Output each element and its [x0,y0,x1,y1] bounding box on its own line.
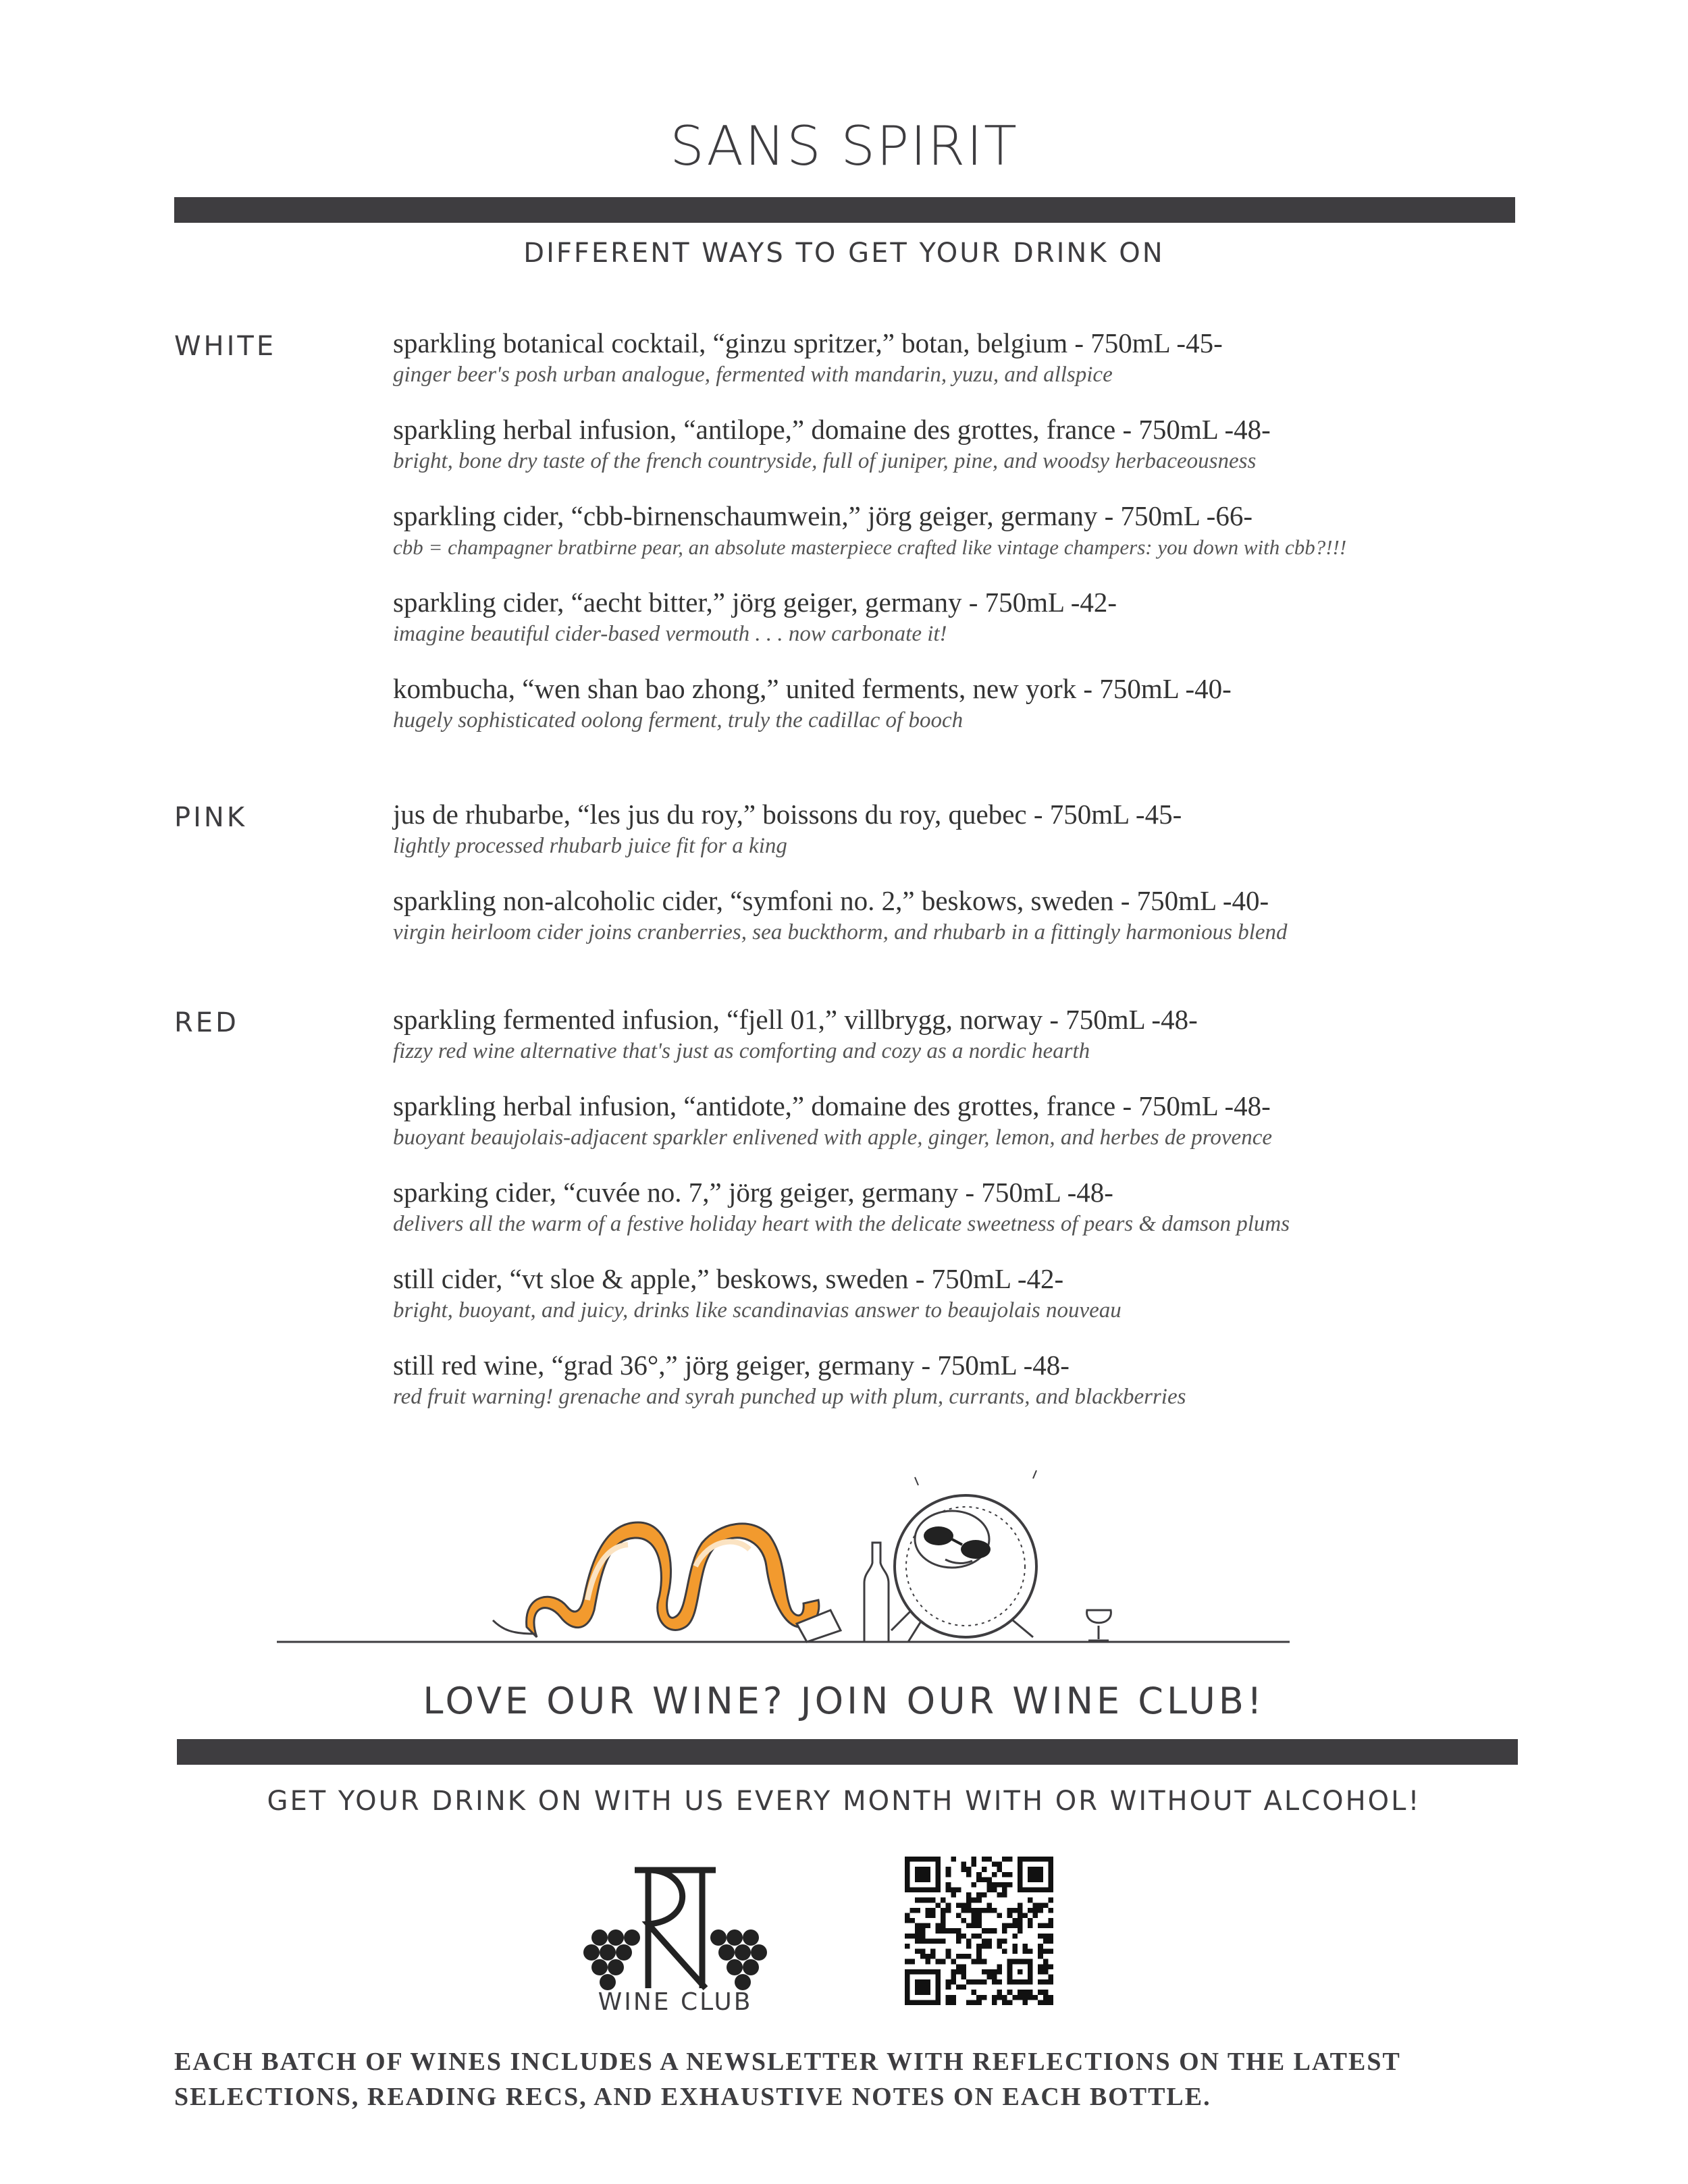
item-description: virgin heirloom cider joins cranberries, sea buckthorm, and rhubarb in a fittingly harmonious blend [393,920,1288,944]
item-name: sparkling botanical cocktail, “ginzu spritzer,” botan, belgium - 750mL -45- [393,327,1223,358]
orange-peel-icon [527,1522,819,1637]
item-name: sparkling non-alcoholic cider, “symfoni no. 2,” beskows, sweden - 750mL -40- [393,885,1269,916]
grapes-right-icon [710,1929,767,1990]
menu-item [393,1175,1662,1238]
menu-item [393,1088,1662,1152]
item-name: still red wine, “grad 36°,” jörg geiger, germany - 750mL -48- [393,1350,1070,1381]
section-label-pink: PINK [174,802,248,833]
item-description: buoyant beaujolais-adjacent sparkler enlivened with apple, ginger, lemon, and herbes de provence [393,1125,1272,1150]
item-name: sparkling herbal infusion, “antidote,” domaine des grottes, france - 750mL -48- [393,1090,1271,1121]
menu-item [393,671,1662,735]
grapes-left-icon [583,1929,640,1990]
page-title: SANS SPIRIT [670,115,1018,178]
menu-item [393,585,1662,648]
menu-item [393,412,1662,475]
menu-item [393,883,1662,947]
sunglasses-left-lens [924,1526,953,1545]
item-name: still cider, “vt sloe & apple,” beskows, sweden - 750mL -42- [393,1263,1064,1294]
item-description: delivers all the warm of a festive holiday heart with the delicate sweetness of pears & damson plums [393,1212,1290,1236]
item-description: lightly processed rhubarb juice fit for a king [393,834,787,858]
section-pink-items [393,797,1662,969]
club-divider [177,1739,1518,1765]
item-name: kombucha, “wen shan bao zhong,” united ferments, new york - 750mL -40- [393,673,1232,704]
menu-item [393,325,1662,389]
item-name: sparkling cider, “cbb-birnenschaumwein,” jörg geiger, germany - 750mL -66- [393,500,1252,531]
wine-club-heading: LOVE OUR WINE? JOIN OUR WINE CLUB! [423,1680,1265,1722]
item-description: ginger beer's posh urban analogue, fermented with mandarin, yuzu, and allspice [393,363,1113,387]
page-subtitle: DIFFERENT WAYS TO GET YOUR DRINK ON [523,238,1165,269]
wine-club-footer-note: EACH BATCH OF WINES INCLUDES A NEWSLETTER WITH REFLECTIONS ON THE LATEST SELECTIONS, READING RECS, AND EXHAUSTIVE NOTES ON EACH BOTTLE. [174,2048,1401,2111]
sunglasses-right-lens [961,1540,991,1559]
header-divider [174,197,1515,223]
item-description: bright, buoyant, and juicy, drinks like scandinavias answer to beaujolais nouveau [393,1298,1122,1323]
item-name: sparking cider, “cuvée no. 7,” jörg geiger, germany - 750mL -48- [393,1177,1113,1208]
item-name: sparkling herbal infusion, “antilope,” domaine des grottes, france - 750mL -48- [393,414,1271,445]
wine-glass-icon [1087,1610,1111,1641]
item-name: jus de rhubarbe, “les jus du roy,” boissons du roy, quebec - 750mL -45- [393,799,1182,830]
section-white-items [393,325,1662,757]
menu-item [393,498,1662,562]
item-description: hugely sophisticated oolong ferment, truly the cadillac of booch [393,708,964,733]
item-description: red fruit warning! grenache and syrah punched up with plum, currants, and blackberries [393,1385,1186,1409]
item-name: sparkling cider, “aecht bitter,” jörg geiger, germany - 750mL -42- [393,587,1117,618]
item-description: bright, bone dry taste of the french countryside, full of juniper, pine, and woodsy herbaceousness [393,449,1257,473]
section-label-red: RED [174,1007,239,1038]
menu-item [393,1002,1662,1065]
wine-club-logo-text: WINE CLUB [598,1988,753,2016]
wine-bottle-icon [864,1543,889,1642]
qr-code-icon[interactable] [905,1857,1053,2005]
wine-club-subheading: GET YOUR DRINK ON WITH US EVERY MONTH WITH OR WITHOUT ALCOHOL! [267,1786,1421,1817]
lounging-fruit-illustration [270,1465,1296,1647]
item-description: fizzy red wine alternative that's just as comforting and cozy as a nordic hearth [393,1039,1090,1063]
menu-item [393,797,1662,860]
menu-item [393,1261,1662,1325]
section-label-white: WHITE [174,331,277,362]
item-name: sparkling fermented infusion, “fjell 01,” villbrygg, norway - 750mL -48- [393,1004,1198,1035]
section-red-items [393,1002,1662,1434]
item-description: cbb = champagner bratbirne pear, an absolute masterpiece crafted like vintage champers: you down with cbb?!!! [393,535,1347,559]
menu-item [393,1348,1662,1411]
item-description: imagine beautiful cider-based vermouth . . . now carbonate it! [393,622,947,646]
